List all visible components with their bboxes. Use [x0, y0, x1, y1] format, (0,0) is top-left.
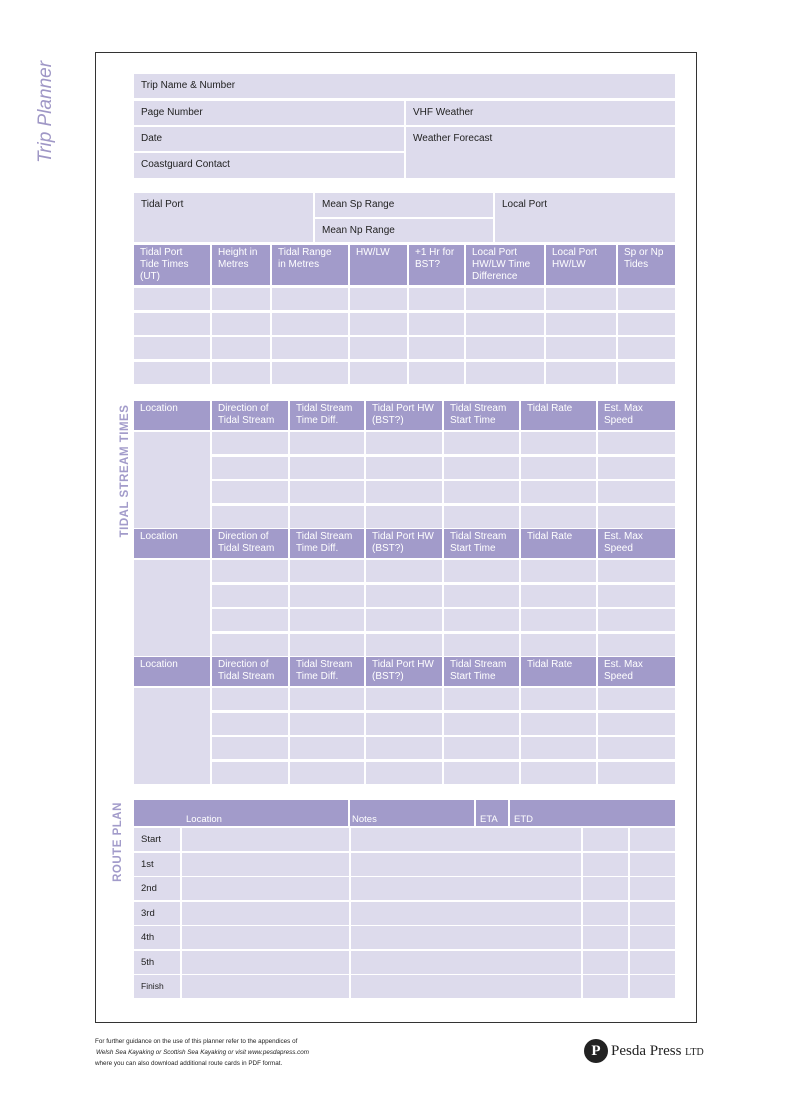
vhf-weather-field[interactable]: VHF Weather: [406, 101, 675, 125]
route-plan-cell[interactable]: [583, 853, 628, 876]
tide-table-cell[interactable]: [409, 288, 464, 310]
tidal-stream-cell[interactable]: [444, 737, 519, 759]
tide-table-cell[interactable]: [212, 313, 270, 335]
route-plan-cell[interactable]: [630, 853, 675, 876]
tidal-stream-cell[interactable]: [366, 585, 442, 607]
tidal-stream-cell[interactable]: [521, 585, 596, 607]
tidal-stream-cell[interactable]: [598, 481, 675, 503]
tide-table-cell[interactable]: [134, 362, 210, 384]
tidal-stream-cell[interactable]: [444, 688, 519, 710]
tidal-stream-header: Tidal Stream Time Diff.: [290, 657, 364, 686]
tidal-stream-location-cell[interactable]: [134, 432, 210, 528]
tide-table-cell[interactable]: [466, 288, 544, 310]
tidal-stream-header: Tidal Stream Time Diff.: [290, 529, 364, 558]
route-plan-cell[interactable]: [351, 828, 581, 851]
page-side-title: Trip Planner: [35, 60, 56, 164]
pesda-press-logo: P Pesda Press LTD: [584, 1039, 696, 1065]
route-plan-cell[interactable]: [630, 926, 675, 949]
tide-table-cell[interactable]: [272, 337, 348, 359]
tidal-stream-header: Tidal Port HW (BST?): [366, 657, 442, 686]
tide-table-cell[interactable]: [272, 288, 348, 310]
tide-table-cell[interactable]: [466, 337, 544, 359]
tidal-stream-cell[interactable]: [521, 506, 596, 528]
tidal-stream-cell[interactable]: [212, 457, 288, 479]
tidal-stream-cell[interactable]: [521, 737, 596, 759]
tide-table-cell[interactable]: [409, 337, 464, 359]
tidal-stream-header: Tidal Stream Time Diff.: [290, 401, 364, 430]
tidal-stream-cell[interactable]: [366, 737, 442, 759]
tidal-stream-cell[interactable]: [212, 585, 288, 607]
tidal-stream-cell[interactable]: [366, 688, 442, 710]
tide-table-cell[interactable]: [618, 362, 675, 384]
tidal-stream-cell[interactable]: [366, 634, 442, 656]
tide-table-cell[interactable]: [272, 313, 348, 335]
tidal-stream-header: Direction of Tidal Stream: [212, 401, 288, 430]
tidal-stream-cell[interactable]: [598, 688, 675, 710]
route-plan-cell[interactable]: [583, 951, 628, 974]
route-plan-cell[interactable]: [630, 951, 675, 974]
tidal-stream-cell[interactable]: [366, 506, 442, 528]
local-port-field[interactable]: Local Port: [495, 193, 675, 242]
route-plan-cell[interactable]: [583, 975, 628, 998]
route-plan-cell[interactable]: [182, 951, 349, 974]
tidal-stream-cell[interactable]: [290, 737, 364, 759]
tide-table-cell[interactable]: [466, 362, 544, 384]
route-plan-cell[interactable]: [351, 926, 581, 949]
route-plan-cell[interactable]: [583, 902, 628, 925]
tidal-stream-cell[interactable]: [290, 432, 364, 454]
tidal-stream-header: Tidal Port HW (BST?): [366, 529, 442, 558]
tidal-stream-cell[interactable]: [444, 457, 519, 479]
route-plan-cell[interactable]: [630, 877, 675, 900]
route-row-label: 1st: [134, 853, 180, 876]
tide-table-header: HW/LW: [350, 245, 407, 285]
footer-note: For further guidance on the use of this planner refer to the appendices of Welsh Sea Kayaking or Scottish Sea Kayaking or visit www.pesdapress.com where you can also download additional route cards in PDF format.: [95, 1038, 310, 1067]
tidal-stream-cell[interactable]: [521, 634, 596, 656]
tidal-stream-cell[interactable]: [366, 713, 442, 735]
coastguard-contact-field[interactable]: Coastguard Contact: [134, 153, 404, 178]
tide-table-cell[interactable]: [134, 288, 210, 310]
tidal-stream-header: Location: [134, 401, 210, 430]
route-row-label: 3rd: [134, 902, 180, 925]
tidal-stream-header: Location: [134, 529, 210, 558]
tidal-stream-cell[interactable]: [366, 432, 442, 454]
tidal-port-field[interactable]: Tidal Port: [134, 193, 313, 242]
tidal-stream-cell[interactable]: [366, 609, 442, 631]
tide-table-header: Sp or Np Tides: [618, 245, 675, 285]
tide-table-cell[interactable]: [466, 313, 544, 335]
tide-table-cell[interactable]: [350, 362, 407, 384]
tidal-stream-cell[interactable]: [212, 688, 288, 710]
route-header-location: Location: [134, 800, 348, 826]
tide-table-cell[interactable]: [134, 313, 210, 335]
page-number-field[interactable]: Page Number: [134, 101, 404, 125]
route-plan-cell[interactable]: [182, 853, 349, 876]
route-plan-cell[interactable]: [182, 975, 349, 998]
tidal-stream-cell[interactable]: [212, 432, 288, 454]
tidal-stream-cell[interactable]: [444, 432, 519, 454]
tidal-stream-cell[interactable]: [598, 713, 675, 735]
tide-table-cell[interactable]: [546, 313, 616, 335]
tidal-stream-cell[interactable]: [521, 762, 596, 784]
tidal-stream-header: Est. Max Speed: [598, 401, 675, 430]
tidal-stream-cell[interactable]: [366, 762, 442, 784]
route-plan-cell[interactable]: [182, 877, 349, 900]
tidal-stream-header: Tidal Stream Start Time: [444, 657, 519, 686]
tidal-stream-cell[interactable]: [444, 560, 519, 582]
route-plan-cell[interactable]: [583, 877, 628, 900]
tidal-stream-cell[interactable]: [598, 585, 675, 607]
tidal-stream-header: Est. Max Speed: [598, 657, 675, 686]
tidal-stream-cell[interactable]: [290, 457, 364, 479]
route-header-eta: ETA: [476, 800, 508, 826]
route-row-label: 5th: [134, 951, 180, 974]
tide-table-cell[interactable]: [546, 288, 616, 310]
tidal-stream-cell[interactable]: [598, 737, 675, 759]
route-plan-cell[interactable]: [182, 828, 349, 851]
tide-table-header: Height in Metres: [212, 245, 270, 285]
tidal-stream-cell[interactable]: [212, 762, 288, 784]
tidal-stream-cell[interactable]: [444, 634, 519, 656]
tidal-stream-header: Tidal Rate: [521, 529, 596, 558]
tide-table-cell[interactable]: [272, 362, 348, 384]
tide-table-cell[interactable]: [350, 337, 407, 359]
tidal-stream-cell[interactable]: [521, 688, 596, 710]
tide-table-cell[interactable]: [409, 313, 464, 335]
tide-table-cell[interactable]: [546, 337, 616, 359]
tide-table-header: Local Port HW/LW Time Difference: [466, 245, 544, 285]
route-plan-cell[interactable]: [351, 853, 581, 876]
tidal-stream-cell[interactable]: [212, 737, 288, 759]
tidal-stream-header: Location: [134, 657, 210, 686]
tidal-stream-location-cell[interactable]: [134, 688, 210, 784]
mean-np-range-field[interactable]: Mean Np Range: [315, 219, 493, 242]
tide-table-cell[interactable]: [134, 337, 210, 359]
route-plan-cell[interactable]: [182, 926, 349, 949]
tide-table-cell[interactable]: [212, 288, 270, 310]
tidal-stream-cell[interactable]: [444, 713, 519, 735]
tidal-stream-header: Direction of Tidal Stream: [212, 657, 288, 686]
tidal-stream-cell[interactable]: [598, 432, 675, 454]
logo-mark-icon: P: [584, 1039, 608, 1063]
tide-table-cell[interactable]: [350, 313, 407, 335]
route-plan-cell[interactable]: [351, 877, 581, 900]
tidal-stream-cell[interactable]: [598, 634, 675, 656]
tidal-stream-cell[interactable]: [212, 560, 288, 582]
tidal-stream-cell[interactable]: [521, 713, 596, 735]
date-field[interactable]: Date: [134, 127, 404, 151]
route-plan-section-label: ROUTE PLAN: [112, 802, 124, 882]
tide-table-header: Local Port HW/LW: [546, 245, 616, 285]
tidal-stream-cell[interactable]: [444, 481, 519, 503]
tide-table-cell[interactable]: [618, 288, 675, 310]
tide-table-cell[interactable]: [212, 337, 270, 359]
tidal-stream-header: Tidal Port HW (BST?): [366, 401, 442, 430]
tidal-stream-header: Tidal Rate: [521, 401, 596, 430]
tidal-stream-cell[interactable]: [521, 432, 596, 454]
mean-sp-range-field[interactable]: Mean Sp Range: [315, 193, 493, 217]
tidal-stream-cell[interactable]: [598, 457, 675, 479]
tidal-stream-header: Tidal Stream Start Time: [444, 401, 519, 430]
route-header-etd: ETD: [510, 800, 675, 826]
route-plan-cell[interactable]: [351, 902, 581, 925]
weather-forecast-field[interactable]: Weather Forecast: [406, 127, 675, 178]
trip-name-field[interactable]: Trip Name & Number: [134, 74, 675, 98]
route-plan-cell[interactable]: [182, 902, 349, 925]
tidal-stream-cell[interactable]: [444, 762, 519, 784]
route-plan-cell[interactable]: [583, 828, 628, 851]
tidal-stream-cell[interactable]: [290, 713, 364, 735]
route-plan-cell[interactable]: [630, 975, 675, 998]
tide-table-cell[interactable]: [212, 362, 270, 384]
tide-table-cell[interactable]: [618, 313, 675, 335]
route-header-notes: Notes: [350, 800, 474, 826]
tidal-stream-cell[interactable]: [444, 506, 519, 528]
tide-table-cell[interactable]: [350, 288, 407, 310]
tidal-stream-header: Est. Max Speed: [598, 529, 675, 558]
tidal-stream-header: Tidal Stream Start Time: [444, 529, 519, 558]
tidal-stream-cell[interactable]: [212, 481, 288, 503]
tide-table-cell[interactable]: [618, 337, 675, 359]
tidal-stream-cell[interactable]: [598, 609, 675, 631]
tidal-stream-header: Tidal Rate: [521, 657, 596, 686]
tidal-stream-cell[interactable]: [290, 481, 364, 503]
tidal-stream-cell[interactable]: [212, 634, 288, 656]
tide-table-header: Tidal Port Tide Times (UT): [134, 245, 210, 285]
tide-table-header: +1 Hr for BST?: [409, 245, 464, 285]
tidal-stream-cell[interactable]: [212, 713, 288, 735]
tidal-stream-cell[interactable]: [598, 762, 675, 784]
route-row-label: Start: [134, 828, 180, 851]
route-plan-cell[interactable]: [630, 902, 675, 925]
tidal-stream-cell[interactable]: [598, 506, 675, 528]
tidal-stream-cell[interactable]: [444, 585, 519, 607]
tidal-stream-location-cell[interactable]: [134, 560, 210, 656]
tidal-stream-cell[interactable]: [290, 585, 364, 607]
tide-table-cell[interactable]: [546, 362, 616, 384]
tide-table-cell[interactable]: [409, 362, 464, 384]
tidal-stream-cell[interactable]: [366, 457, 442, 479]
route-row-label: 4th: [134, 926, 180, 949]
route-plan-cell[interactable]: [351, 975, 581, 998]
tidal-stream-cell[interactable]: [444, 609, 519, 631]
tide-table-header: Tidal Range in Metres: [272, 245, 348, 285]
tidal-stream-cell[interactable]: [521, 457, 596, 479]
tidal-stream-cell[interactable]: [290, 762, 364, 784]
tidal-stream-cell[interactable]: [290, 560, 364, 582]
tidal-stream-cell[interactable]: [290, 609, 364, 631]
route-plan-cell[interactable]: [583, 926, 628, 949]
tidal-stream-header: Direction of Tidal Stream: [212, 529, 288, 558]
tidal-stream-cell[interactable]: [290, 688, 364, 710]
tidal-stream-cell[interactable]: [290, 506, 364, 528]
tidal-stream-cell[interactable]: [366, 560, 442, 582]
tidal-stream-cell[interactable]: [521, 560, 596, 582]
tidal-stream-cell[interactable]: [598, 560, 675, 582]
tidal-stream-cell[interactable]: [521, 481, 596, 503]
route-row-label: Finish: [134, 975, 180, 998]
route-plan-cell[interactable]: [630, 828, 675, 851]
route-row-label: 2nd: [134, 877, 180, 900]
tidal-stream-cell[interactable]: [212, 506, 288, 528]
tidal-stream-cell[interactable]: [290, 634, 364, 656]
tidal-stream-cell[interactable]: [521, 609, 596, 631]
tidal-stream-section-label: TIDAL STREAM TIMES: [119, 404, 131, 538]
tidal-stream-cell[interactable]: [212, 609, 288, 631]
route-plan-cell[interactable]: [351, 951, 581, 974]
tidal-stream-cell[interactable]: [366, 481, 442, 503]
